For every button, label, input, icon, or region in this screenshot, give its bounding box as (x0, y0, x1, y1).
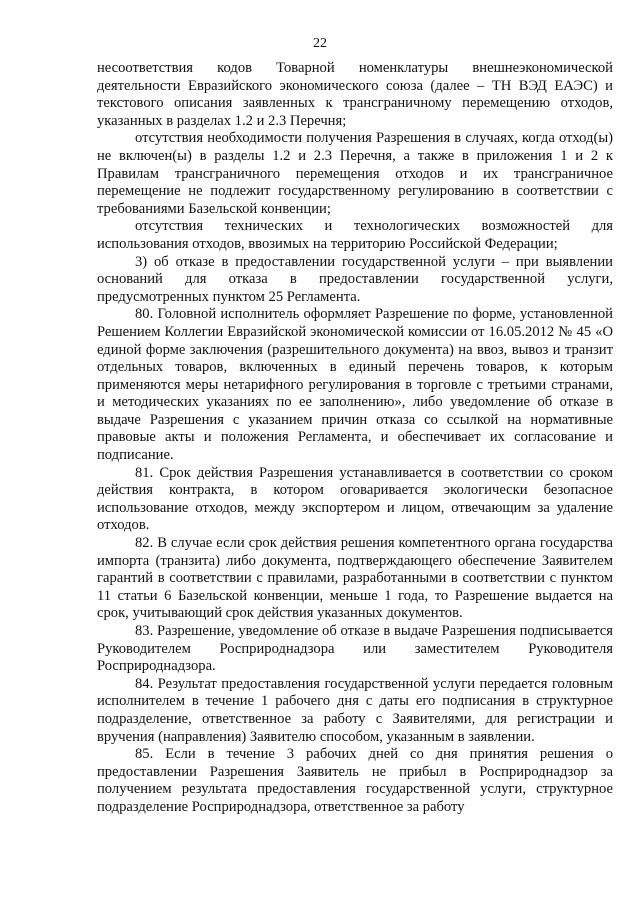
paragraph-tnved-mismatch: несоответствия кодов Товарной номенклатуры внешнеэкономической деятельности Евразийского экономического союза (далее – ТН ВЭД ЕАЭС) и текстового описания заявленных к трансграничному перемещению отходов, указанных в разделах 1.2 и 2.3 Перечня; (97, 60, 613, 129)
paragraph-82: 82. В случае если срок действия решения компетентного органа государства импорта (транзита) либо документа, подтверждающего обеспечение Заявителем гарантий в соответствии с правилами, разработанными в соответствии с пунктом 11 статьи 6 Базельской конвенции, меньше 1 года, то Разрешение выдается на срок, учитывающий срок действия указанных документов. (97, 535, 613, 622)
paragraph-83: 83. Разрешение, уведомление об отказе в выдаче Разрешения подписывается Руководителем Росприроднадзора или заместителем Руководителя Росприроднадзора. (97, 623, 613, 675)
paragraph-refusal-item-3: 3) об отказе в предоставлении государственной услуги – при выявлении оснований для отказа в предоставлении государственной услуги, предусмотренных пунктом 25 Регламента. (97, 253, 613, 305)
page-number: 22 (313, 36, 327, 51)
paragraph-85: 85. Если в течение 3 рабочих дней со дня принятия решения о предоставлении Разрешения Заявитель не прибыл в Росприроднадзор за получением результата предоставления государственной услуги, структурное подразделение Росприроднадзора, ответственное за работу (97, 746, 613, 815)
paragraph-no-permit-needed: отсутствия необходимости получения Разрешения в случаях, когда отход(ы) не включен(ы) в разделы 1.2 и 2.3 Перечня, а также в приложения 1 и 2 к Правилам трансграничного перемещения отходов и их трансграничное перемещение не подлежит государственному регулированию в соответствии с требованиями Базельской конвенции; (97, 130, 613, 217)
paragraph-no-technical-capacity: отсутствия технических и технологических возможностей для использования отходов, ввозимых на территорию Российской Федерации; (97, 218, 613, 252)
document-body (97, 60, 613, 817)
paragraph-84: 84. Результат предоставления государственной услуги передается головным исполнителем в течение 1 рабочего дня с даты его подписания в структурное подразделение, ответственное за работу с Заявителями, для регистрации и вручения (направления) Заявителю способом, указанным в заявлении. (97, 675, 613, 745)
paragraph-81: 81. Срок действия Разрешения устанавливается в соответствии со сроком действия контракта, в котором оговаривается экологически безопасное использование отходов, между экспортером и лицом, отвечающим за удаление отходов. (97, 464, 613, 534)
paragraph-80: 80. Головной исполнитель оформляет Разрешение по форме, установленной Решением Коллегии Евразийской экономической комиссии от 16.05.2012 № 45 «О единой форме заключения (разрешительного документа) на ввоз, вывоз и транзит отдельных товаров, включенных в единый перечень товаров, к которым применяются меры нетарифного регулирования в торговле с третьими странами, и методических указаниях по ее заполнению», либо уведомление об отказе в выдаче Разрешения с указанием причин отказа со ссылкой на нормативные правовые акты и положения Регламента, и обеспечивает их согласование и подписание. (97, 306, 613, 464)
